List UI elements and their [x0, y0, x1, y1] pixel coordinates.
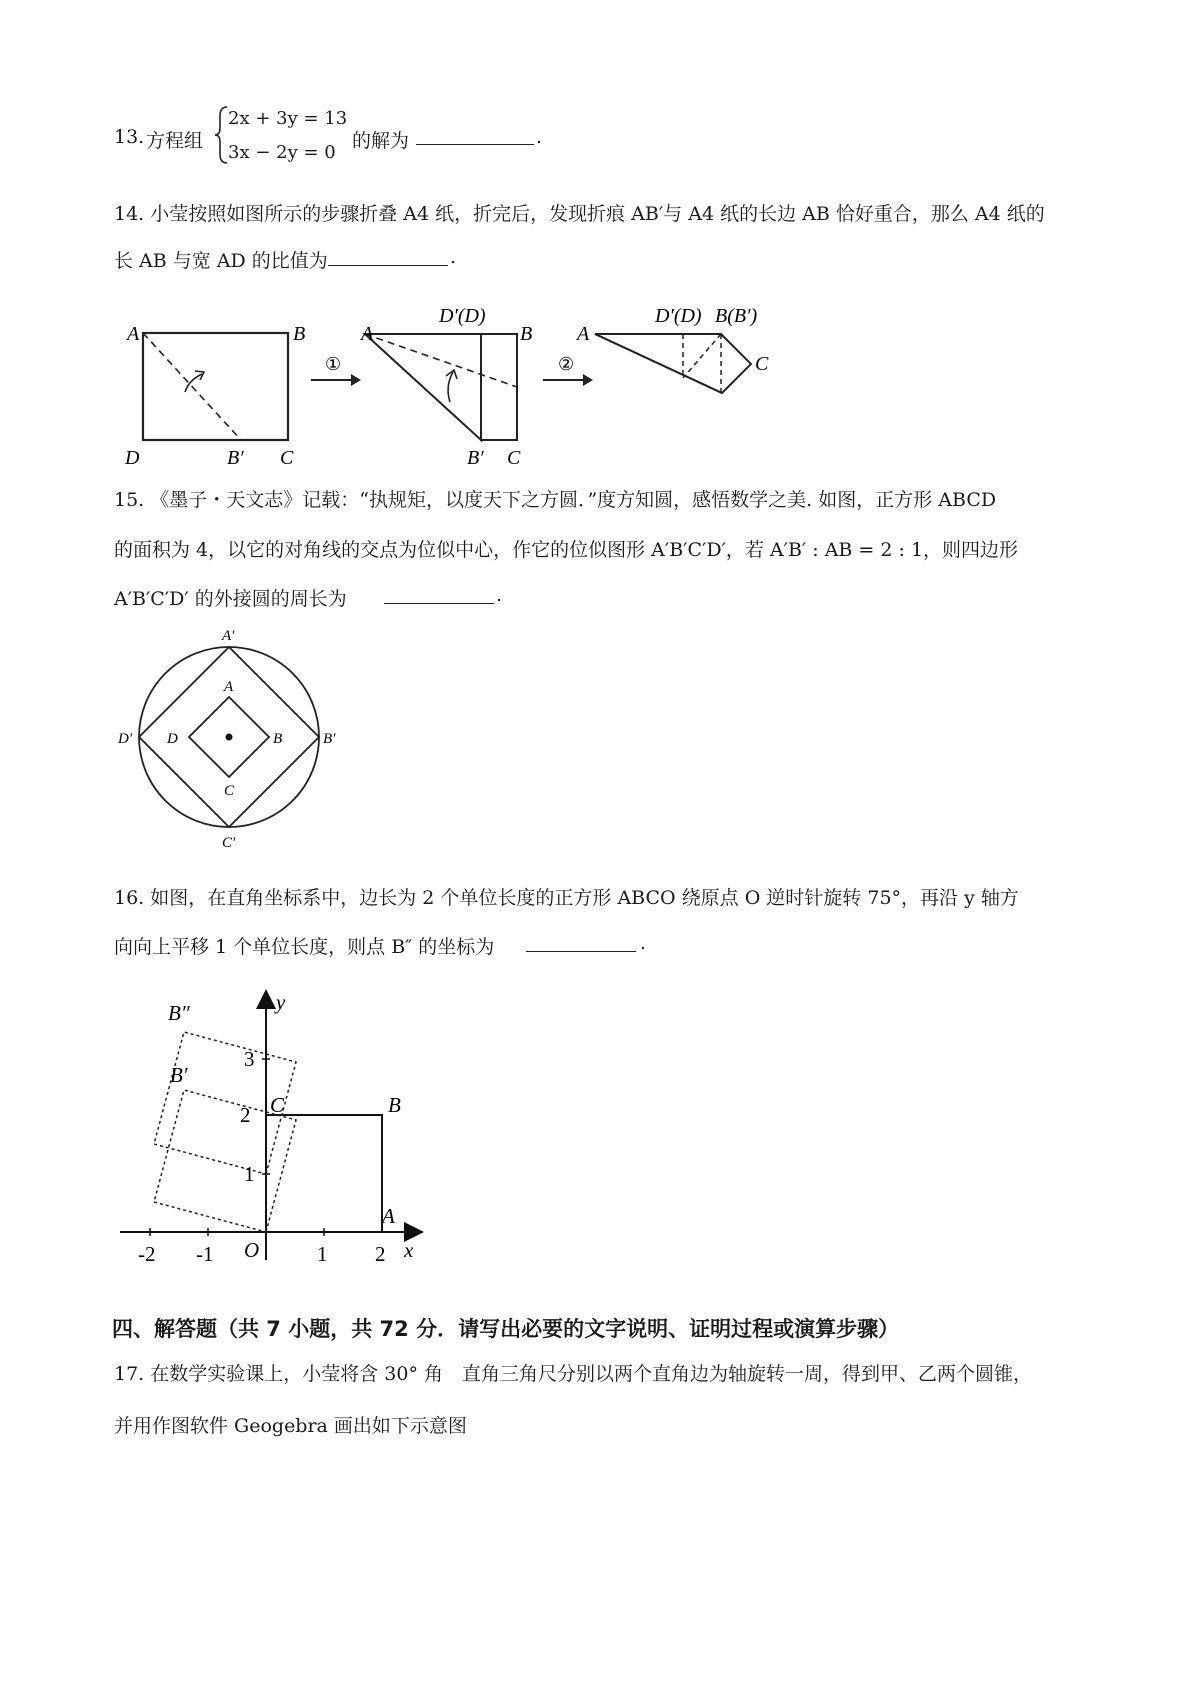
q15-end: .: [496, 584, 503, 606]
q13-number: 13.: [114, 126, 145, 148]
q14-fig3-label-BBprime: B(B′): [715, 305, 758, 327]
q13-equation-2: 3x − 2y = 0: [228, 142, 336, 163]
q14-arrow1: [311, 354, 361, 386]
q14-fig1: [124, 323, 305, 469]
q13-answer-blank[interactable]: [416, 126, 534, 145]
q14-fig1-label-D: D: [125, 447, 140, 469]
q14-fig2: [359, 305, 532, 469]
q15-text-line2: 的面积为 4，以它的对角线的交点为位似中心，作它的位似图形 A′B′C′D′，若 A′B′ : AB = 2 : 1，则四边形: [114, 539, 1019, 561]
q14-end: .: [450, 246, 457, 268]
q16-label-Bprime: B′: [170, 1063, 188, 1087]
q15-label-Dprime: D′: [118, 731, 133, 747]
q15-label-A: A: [224, 679, 234, 695]
q16-ytick-2: 2: [240, 1103, 251, 1127]
q14-text-line2: 长 AB 与宽 AD 的比值为: [114, 250, 328, 272]
q16-answer-blank[interactable]: [526, 933, 636, 952]
q14-fig3-label-DprimeD: D′(D): [655, 305, 702, 327]
q14-fig3: [575, 305, 769, 393]
q15-answer-blank[interactable]: [384, 585, 494, 604]
q14-text-line1: 14. 小莹按照如图所示的步骤折叠 A4 纸，折完后，发现折痕 AB′与 A4 纸的长边 AB 恰好重合，那么 A4 纸的: [114, 203, 1045, 225]
q16-ytick-3: 3: [244, 1047, 255, 1071]
q16-xtick-2: 2: [375, 1242, 386, 1266]
q15-label-Aprime: A′: [222, 628, 235, 644]
q16-label-O: O: [244, 1238, 260, 1262]
q16-square-ABCO: [266, 1115, 382, 1232]
q16-xtick-1: 1: [317, 1242, 328, 1266]
q17-text-line1: 17. 在数学实验课上，小莹将含 30° 角 直角三角尺分别以两个直角边为轴旋转一周，得到甲、乙两个圆锥，: [114, 1363, 1033, 1385]
q15-text-line3: A′B′C′D′ 的外接圆的周长为: [114, 588, 347, 610]
q15-label-Bprime: B′: [323, 731, 336, 747]
q14-step2-label: ②: [558, 354, 575, 374]
q15-label-B: B: [273, 731, 283, 747]
q16-text-line2: 向向上平移 1 个单位长度，则点 B″ 的坐标为: [114, 936, 495, 958]
q16-label-y: y: [276, 990, 286, 1014]
q13-prefix: 方程组: [146, 130, 204, 152]
q16-label-A: A: [382, 1204, 395, 1228]
q15-figure: [110, 625, 350, 855]
q14-fig2-label-A: A: [361, 323, 374, 345]
q16-text-line1: 16. 如图，在直角坐标系中，边长为 2 个单位长度的正方形 ABCO 绕原点 O 逆时针旋转 75°，再沿 y 轴方: [114, 887, 1019, 909]
q13-suffix: 的解为: [352, 130, 410, 152]
q16-xtick-neg1: -1: [196, 1242, 214, 1266]
q14-fig1-label-Bprime: B′: [227, 447, 244, 469]
q14-fig2-label-DprimeD: D′(D): [439, 305, 486, 327]
q14-fig1-label-A: A: [127, 323, 140, 345]
q13-end: .: [536, 126, 543, 148]
q14-arrow2: [543, 354, 593, 386]
q15-label-Cprime: C′: [222, 835, 236, 851]
q14-fig1-label-C: C: [280, 447, 294, 469]
q16-ytick-1: 1: [244, 1162, 255, 1186]
q14-fig3-label-A: A: [577, 323, 590, 345]
q16-end: .: [640, 932, 647, 954]
q16-label-Bdoubleprime: B″: [168, 1001, 190, 1025]
q15-label-C: C: [224, 783, 235, 799]
q16-label-x: x: [404, 1238, 414, 1262]
q17-text-line2: 并用作图软件 Geogebra 画出如下示意图: [114, 1415, 467, 1437]
q13-equation-1: 2x + 3y = 13: [228, 108, 348, 129]
section-4-heading: 四、解答题（共 7 小题，共 72 分．请写出必要的文字说明、证明过程或演算步骤）: [112, 1317, 900, 1341]
q14-fig2-label-C: C: [507, 447, 521, 469]
q14-fig2-label-Bprime: B′: [467, 447, 484, 469]
q14-fig1-label-B: B: [293, 323, 306, 345]
q16-figure: [120, 985, 440, 1270]
q15-label-D: D: [167, 731, 178, 747]
q14-figure: [115, 300, 835, 470]
q14-answer-blank[interactable]: [328, 247, 448, 266]
q16-label-C: C: [270, 1093, 285, 1117]
q16-xtick-neg2: -2: [138, 1242, 156, 1266]
q15-center-point: [226, 734, 233, 741]
q14-step1-label: ①: [325, 354, 342, 374]
q16-label-B: B: [388, 1093, 401, 1117]
q14-fig3-label-C: C: [755, 353, 769, 375]
q15-text-line1: 15. 《墨子・天文志》记载：“执规矩，以度天下之方圆．”度方知圆，感悟数学之美. 如图，正方形 ABCD: [114, 489, 997, 511]
q14-fig2-label-B: B: [520, 323, 533, 345]
